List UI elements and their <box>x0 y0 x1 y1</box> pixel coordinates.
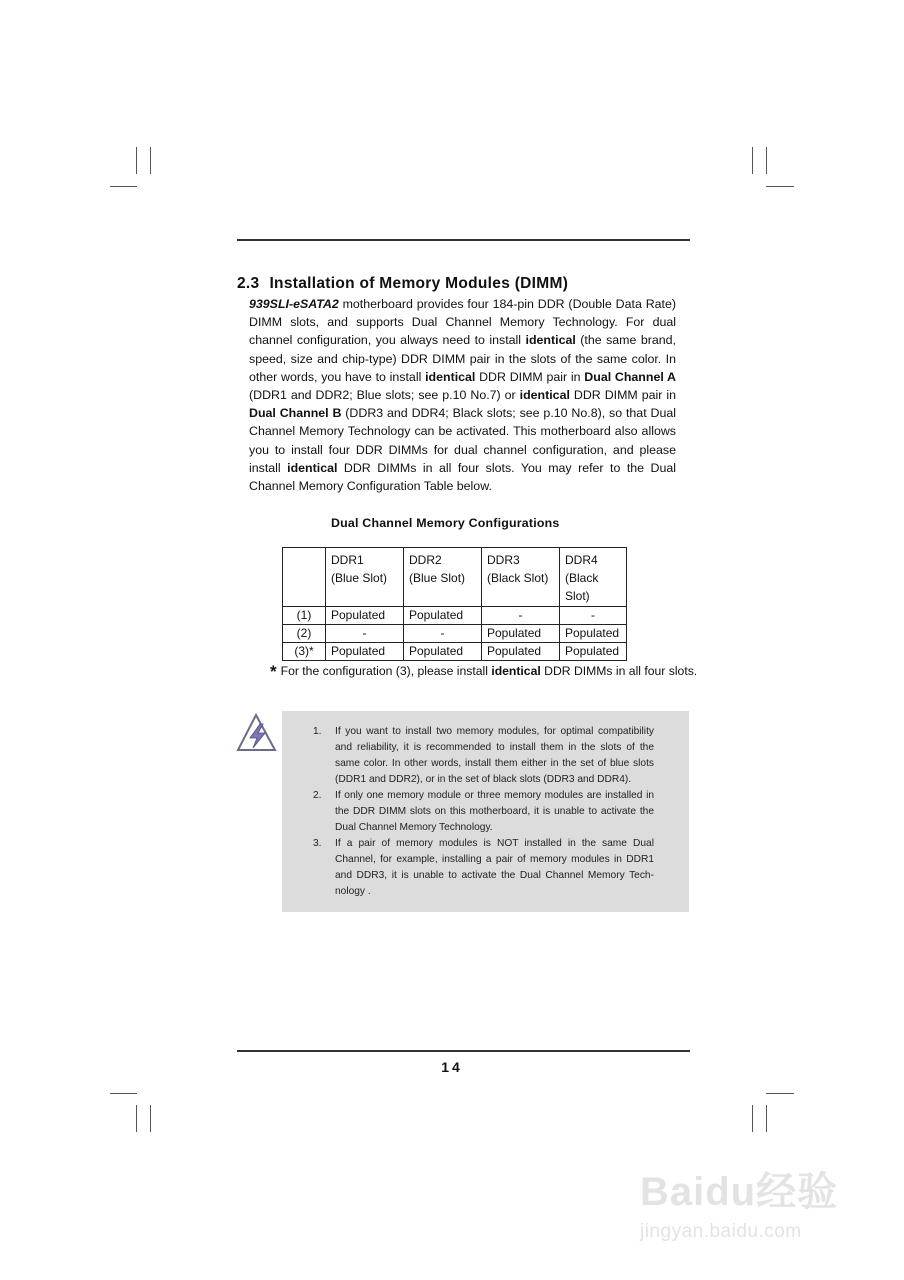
watermark-url: jingyan.baidu.com <box>640 1221 802 1242</box>
table-cell: Populated <box>560 643 627 661</box>
table-corner-cell <box>283 548 326 607</box>
slot-color: (Black Slot) <box>565 571 599 603</box>
watermark-logo: Baidu经验 <box>640 1170 839 1214</box>
table-row <box>283 625 627 643</box>
paragraph-text: DDR DIMMs in all four slots. You may refer to the Dual Channel Memory Configuration Table below. <box>249 460 677 494</box>
crop-mark <box>136 147 137 174</box>
paragraph-text: (DDR1 and DDR2; Blue slots; see p.10 No.7) or <box>249 388 520 403</box>
slot-name: DDR1 <box>331 553 364 567</box>
page-number: 14 <box>441 1059 463 1075</box>
table-cell: Populated <box>404 607 482 625</box>
table-header-cell <box>560 548 627 607</box>
paragraph-text: (the same brand, speed, size and chip-type) DDR DIMM pair in the slots of the same color. In other words, you have to install <box>249 333 676 384</box>
crop-mark <box>766 147 767 174</box>
memory-config-table <box>282 547 627 661</box>
config-label: (2) <box>283 625 326 643</box>
table-cell: Populated <box>482 625 560 643</box>
crop-mark <box>766 1105 767 1132</box>
table-header-cell <box>404 548 482 607</box>
paragraph-text: DDR DIMM pair in <box>475 369 585 384</box>
note-number: 2. <box>313 790 322 801</box>
list-item <box>313 724 654 788</box>
footnote <box>270 662 697 682</box>
crop-mark <box>110 186 137 187</box>
list-item <box>313 836 654 900</box>
crop-mark <box>136 1105 137 1132</box>
table-cell: Populated <box>482 643 560 661</box>
table-cell: - <box>404 625 482 643</box>
table-header-cell <box>326 548 404 607</box>
section-title: Installation of Memory Modules (DIMM) <box>269 275 569 292</box>
emphasis: identical <box>287 460 338 475</box>
slot-name: DDR4 <box>565 553 598 567</box>
note-text: If you want to install two memory modules, for optimal compatibility and reliability, it is recommended to install them in the slots of the same color. In other words, install them either in the set of blue slots (DDR1 and DDR2), or in the set of black slots (DDR3 and DDR4). <box>335 726 654 785</box>
crop-mark <box>766 186 794 187</box>
slot-color: (Blue Slot) <box>409 571 466 585</box>
emphasis: identical <box>425 369 476 384</box>
slot-name: DDR2 <box>409 553 442 567</box>
emphasis: identical <box>519 388 570 403</box>
table-row <box>283 607 627 625</box>
bottom-rule <box>237 1050 690 1052</box>
table-cell: - <box>326 625 404 643</box>
note-text: If a pair of memory modules is NOT installed in the same Dual Channel, for example, installing a pair of memory modules in DDR1 and DDR3, it is unable to activate the Dual Channel Memory Tech- nology . <box>335 838 654 897</box>
emphasis: Dual Channel A <box>584 369 677 384</box>
table-row <box>283 643 627 661</box>
crop-mark <box>110 1093 137 1094</box>
table-header-row <box>283 548 627 607</box>
warning-icon <box>236 711 278 758</box>
table-header-cell <box>482 548 560 607</box>
table-cell: Populated <box>326 643 404 661</box>
intro-paragraph <box>249 295 676 495</box>
emphasis: identical <box>525 333 576 348</box>
footnote-text: For the configuration (3), please install <box>280 664 492 678</box>
table-cell: Populated <box>326 607 404 625</box>
note-text: If only one memory module or three memory modules are installed in the DDR DIMM slots on this motherboard, it is unable to activate the Dual Channel Memory Technology. <box>335 790 654 833</box>
table-title: Dual Channel Memory Configurations <box>331 516 560 530</box>
notes-list <box>313 724 654 900</box>
table-cell: Populated <box>404 643 482 661</box>
table-cell: Populated <box>560 625 627 643</box>
emphasis: identical <box>491 664 541 678</box>
table-cell: - <box>482 607 560 625</box>
crop-mark <box>752 1105 753 1132</box>
paragraph-text: motherboard provides four 184-pin DDR (Double Data Rate) DIMM slots, and supports Dual Channel Memory Technology. For dual channel configuration, you always need to install <box>249 297 676 348</box>
table-cell: - <box>560 607 627 625</box>
list-item <box>313 788 654 836</box>
slot-color: (Black Slot) <box>487 571 549 585</box>
product-name: 939SLI-eSATA2 <box>249 297 339 311</box>
footnote-text: DDR DIMMs in all four slots. <box>540 664 698 678</box>
crop-mark <box>150 1105 151 1132</box>
config-label: (1) <box>283 607 326 625</box>
config-label: (3)* <box>283 643 326 661</box>
section-heading <box>237 275 568 293</box>
note-number: 3. <box>313 838 322 849</box>
slot-name: DDR3 <box>487 553 520 567</box>
crop-mark <box>766 1093 794 1094</box>
slot-color: (Blue Slot) <box>331 571 388 585</box>
top-rule <box>237 239 690 241</box>
paragraph-text: DDR DIMM pair in <box>569 388 676 403</box>
emphasis: Dual Channel B <box>249 406 342 421</box>
crop-mark <box>752 147 753 174</box>
asterisk: * <box>270 662 277 681</box>
note-number: 1. <box>313 726 322 737</box>
paragraph-text: (DDR3 and DDR4; Black slots; see p.10 No.8), so that Dual Channel Memory Technology can be activated. This motherboard also allows you to install four DDR DIMMs for dual channel configuration, and please install <box>249 406 676 475</box>
crop-mark <box>150 147 151 174</box>
section-number: 2.3 <box>237 275 260 292</box>
